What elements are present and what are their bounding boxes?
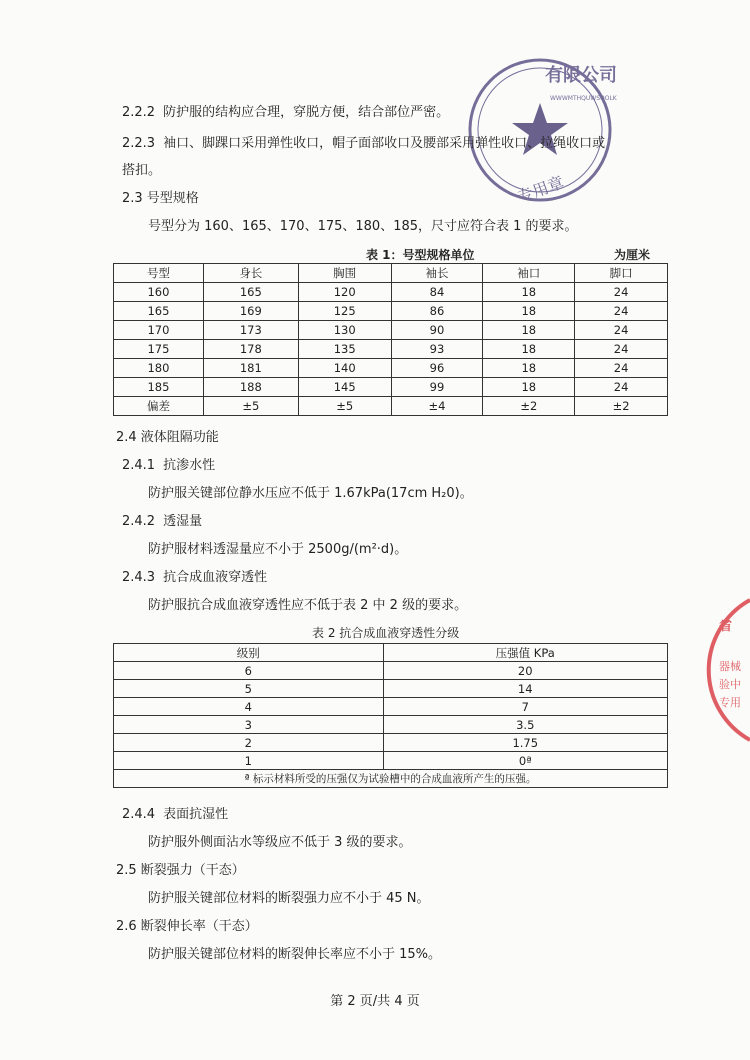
section-title: 抗渗水性 [163,458,216,473]
table-cell: 178 [203,340,298,359]
section-2-3-body: 号型分为 160、165、170、175、180、185，尺寸应符合表 1 的要求。 [148,219,578,234]
table-cell: 86 [391,302,483,321]
table-cell: 165 [114,302,204,321]
section-number: 2.2.3 [122,136,156,151]
section-2-4-2-body: 防护服材料透湿量应不小于 2500g/(m²·d)。 [148,542,408,557]
table-cell: 24 [575,283,668,302]
table-cell: 24 [575,340,668,359]
svg-text:专用: 专用 [719,696,741,709]
section-2-4-4-body: 防护服外侧面沾水等级应不低于 3 级的要求。 [148,835,412,850]
section-2-4-4 [122,806,228,824]
table-row [114,321,668,340]
svg-text:WWWMTHQUWSOOLK: WWWMTHQUWSOOLK [550,95,617,102]
table-cell: 188 [203,378,298,397]
section-2-4-2 [122,513,202,531]
table-cell: 偏差 [114,397,204,416]
section-number: 2.2.2 [122,105,156,120]
table-row [114,662,668,680]
table-cell: 160 [114,283,204,302]
table-cell: 6 [114,662,384,680]
section-2-6-body: 防护服关键部位材料的断裂伸长率应不小于 15%。 [148,947,442,962]
section-2-2-3 [122,135,605,153]
table-cell: 1 [114,752,384,770]
svg-text:专用章: 专用章 [514,172,567,207]
section-2-3-heading: 2.3 号型规格 [122,191,199,206]
table2-caption: 表 2 抗合成血液穿透性分级 [312,626,460,640]
table-cell: 175 [114,340,204,359]
table-header-row [114,644,668,662]
table-cell: 125 [298,302,391,321]
table-row [114,283,668,302]
header-cell: 级别 [114,644,384,662]
section-2-5-body: 防护服关键部位材料的断裂强力应不小于 45 N。 [148,891,430,906]
section-2-4-1-body: 防护服关键部位静水压应不低于 1.67kPa(17cm H₂0)。 [148,486,473,501]
section-text: 防护服的结构应合理，穿脱方便，结合部位严密。 [163,105,450,120]
header-cell: 袖口 [483,264,575,283]
table-cell: ±4 [391,397,483,416]
table-cell: 18 [483,359,575,378]
table-cell: 181 [203,359,298,378]
table-cell: 18 [483,302,575,321]
section-2-4-1 [122,457,215,475]
section-2-2-3-line2: 搭扣。 [122,163,162,178]
section-2-4-3 [122,569,267,587]
section-number: 2.4.1 [122,458,156,473]
table-cell: 93 [391,340,483,359]
table-cell: 140 [298,359,391,378]
table-cell: 130 [298,321,391,340]
section-2-4-heading: 2.4 液体阻隔功能 [116,430,219,445]
table-row [114,734,668,752]
table-row [114,302,668,321]
section-title: 透湿量 [163,514,203,529]
table-cell: ±5 [298,397,391,416]
table1-caption: 表 1：号型规格单位 [366,248,475,262]
table-row [114,752,668,770]
table-cell: 5 [114,680,384,698]
header-cell: 号型 [114,264,204,283]
section-2-6-heading: 2.6 断裂伸长率（干态） [116,919,258,934]
section-number: 2.4.3 [122,570,156,585]
svg-text:器械: 器械 [719,660,741,673]
table-cell: 185 [114,378,204,397]
table-note: ª 标示材料所受的压强仅为试验槽中的合成血液所产生的压强。 [114,770,668,788]
table-cell: 84 [391,283,483,302]
blood-penetration-table [113,643,668,788]
table-cell: 14 [383,680,668,698]
section-title: 抗合成血液穿透性 [163,570,268,585]
table-cell: 169 [203,302,298,321]
header-cell: 压强值 KPa [383,644,668,662]
size-spec-table [113,263,668,416]
table-cell: 24 [575,378,668,397]
table-cell: 18 [483,321,575,340]
table-row [114,698,668,716]
header-cell: 身长 [203,264,298,283]
table-cell: 3 [114,716,384,734]
inspection-center-stamp [705,590,750,750]
table-cell: 24 [575,321,668,340]
table-row [114,397,668,416]
table-cell: 173 [203,321,298,340]
section-2-2-2 [122,104,449,122]
table-cell: 170 [114,321,204,340]
table-cell: 0ª [383,752,668,770]
table-cell: 165 [203,283,298,302]
table-cell: 7 [383,698,668,716]
table-cell: 120 [298,283,391,302]
table-cell: 20 [383,662,668,680]
table-cell: 99 [391,378,483,397]
table-cell: 24 [575,302,668,321]
header-cell: 脚口 [575,264,668,283]
table-cell: 4 [114,698,384,716]
svg-text:省: 省 [719,619,733,634]
table-row [114,359,668,378]
section-title: 表面抗湿性 [163,807,229,822]
table-cell: 2 [114,734,384,752]
table-header-row [114,264,668,283]
table-cell: ±2 [483,397,575,416]
table-row [114,378,668,397]
svg-text:有限公司: 有限公司 [545,65,617,86]
table-cell: 145 [298,378,391,397]
section-number: 2.4.4 [122,807,156,822]
page-footer: 第 2 页/共 4 页 [330,994,420,1009]
table-cell: 3.5 [383,716,668,734]
section-2-4-3-body: 防护服抗合成血液穿透性应不低于表 2 中 2 级的要求。 [148,598,468,613]
table-cell: 24 [575,359,668,378]
table1-unit: 为厘米 [614,248,651,262]
table-cell: 90 [391,321,483,340]
table-cell: 180 [114,359,204,378]
table-cell: 18 [483,283,575,302]
table-cell: 135 [298,340,391,359]
table-row [114,340,668,359]
section-text-line1: 袖口、脚踝口采用弹性收口，帽子面部收口及腰部采用弹性收口、拉绳收口或 [163,136,606,151]
section-2-5-heading: 2.5 断裂强力（干态） [116,863,245,878]
header-cell: 袖长 [391,264,483,283]
svg-text:验中: 验中 [719,678,741,691]
header-cell: 胸围 [298,264,391,283]
table-cell: ±2 [575,397,668,416]
table-cell: ±5 [203,397,298,416]
table-cell: 96 [391,359,483,378]
table-cell: 1.75 [383,734,668,752]
table-note-row [114,770,668,788]
table-row [114,716,668,734]
section-number: 2.4.2 [122,514,156,529]
table-cell: 18 [483,378,575,397]
table-row [114,680,668,698]
table-cell: 18 [483,340,575,359]
